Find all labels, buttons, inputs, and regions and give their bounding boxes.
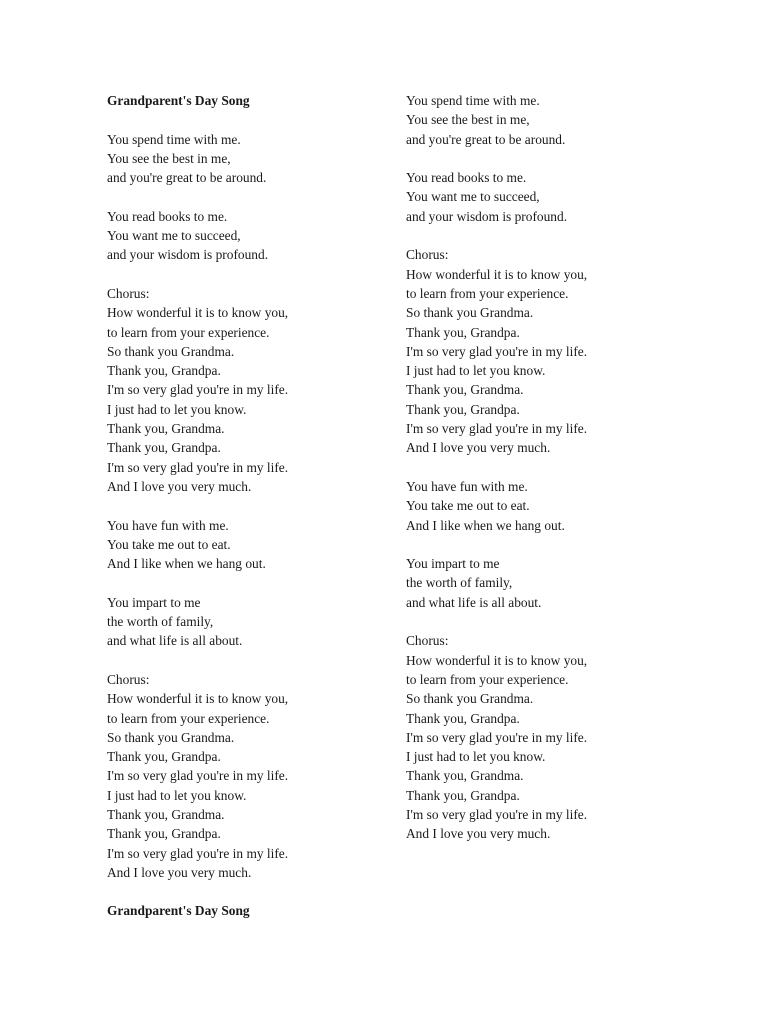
lyric-line: You take me out to eat. <box>406 498 530 514</box>
lyric-line: Thank you, Grandpa. <box>406 324 520 340</box>
lyric-line: I just had to let you know. <box>107 787 247 803</box>
lyric-line: So thank you Grandma. <box>406 305 534 321</box>
right-column <box>406 91 587 844</box>
lyric-line: And I love you very much. <box>107 864 252 880</box>
lyric-line: Thank you, Grandma. <box>406 382 524 398</box>
lyric-line: the worth of family, <box>107 614 214 630</box>
lyric-line: to learn from your experience. <box>406 285 569 301</box>
stanza-gap <box>107 573 288 592</box>
lyric-line: and your wisdom is profound. <box>406 208 568 224</box>
lyric-line: I'm so very glad you're in my life. <box>406 729 588 745</box>
stanza-gap <box>107 882 288 901</box>
lyric-line: and you're great to be around. <box>107 170 267 186</box>
lyric-line: How wonderful it is to know you, <box>406 266 588 282</box>
lyric-line: I'm so very glad you're in my life. <box>107 382 289 398</box>
lyric-line: Thank you, Grandpa. <box>406 401 520 417</box>
lyric-line: I'm so very glad you're in my life. <box>107 459 289 475</box>
stanza-gap <box>107 651 288 670</box>
lyric-line: I'm so very glad you're in my life. <box>406 343 588 359</box>
stanza-gap <box>406 226 587 245</box>
lyric-line: You spend time with me. <box>107 131 241 147</box>
stanza-gap <box>406 149 587 168</box>
lyric-line: Thank you, Grandpa. <box>406 710 520 726</box>
lyric-line: So thank you Grandma. <box>406 691 534 707</box>
lyric-line: I'm so very glad you're in my life. <box>406 421 588 437</box>
lyric-line: to learn from your experience. <box>107 324 270 340</box>
lyric-line: the worth of family, <box>406 575 513 591</box>
lyric-line: to learn from your experience. <box>406 671 569 687</box>
lyric-line: Chorus: <box>406 633 449 649</box>
lyric-line: Chorus: <box>406 247 449 263</box>
lyric-line: Chorus: <box>107 285 150 301</box>
lyric-line: I'm so very glad you're in my life. <box>406 806 588 822</box>
lyric-line: You impart to me <box>406 556 500 572</box>
lyric-line: You have fun with me. <box>406 478 528 494</box>
lyric-line: And I love you very much. <box>406 440 551 456</box>
lyric-line: So thank you Grandma. <box>107 729 235 745</box>
stanza-gap <box>406 458 587 477</box>
lyric-line: You read books to me. <box>406 170 527 186</box>
lyric-line: Thank you, Grandpa. <box>406 787 520 803</box>
song-title: Grandparent's Day Song <box>107 93 250 108</box>
lyric-line: Thank you, Grandma. <box>107 806 225 822</box>
lyric-line: You take me out to eat. <box>107 536 231 552</box>
lyric-line: I'm so very glad you're in my life. <box>107 768 289 784</box>
lyric-line: Thank you, Grandma. <box>406 768 524 784</box>
lyric-line: You impart to me <box>107 594 201 610</box>
lyric-line: Thank you, Grandpa. <box>107 440 221 456</box>
song-title: Grandparent's Day Song <box>107 903 250 919</box>
lyric-line: I just had to let you know. <box>406 749 546 765</box>
lyric-line: How wonderful it is to know you, <box>107 691 289 707</box>
lyric-line: And I like when we hang out. <box>107 556 266 572</box>
stanza-gap <box>107 496 288 515</box>
lyric-line: I just had to let you know. <box>406 363 546 379</box>
stanza-gap <box>406 535 587 554</box>
lyric-line: and your wisdom is profound. <box>107 247 269 263</box>
lyric-line: Thank you, Grandma. <box>107 421 225 437</box>
left-column <box>107 91 288 921</box>
stanza-gap <box>107 110 288 129</box>
stanza-gap <box>107 187 288 206</box>
lyric-line: Thank you, Grandpa. <box>107 826 221 842</box>
lyric-line: You see the best in me, <box>406 112 530 128</box>
lyric-line: You want me to succeed, <box>406 189 540 205</box>
lyric-line: Thank you, Grandpa. <box>107 363 221 379</box>
lyric-line: You have fun with me. <box>107 517 229 533</box>
lyric-line: So thank you Grandma. <box>107 343 235 359</box>
stanza-gap <box>406 612 587 631</box>
lyric-line: and what life is all about. <box>406 594 542 610</box>
lyric-line: How wonderful it is to know you, <box>406 652 588 668</box>
lyric-line: And I like when we hang out. <box>406 517 565 533</box>
lyric-line: to learn from your experience. <box>107 710 270 726</box>
lyric-line: Thank you, Grandpa. <box>107 749 221 765</box>
lyric-line: You see the best in me, <box>107 150 231 166</box>
lyric-line: You spend time with me. <box>406 93 540 108</box>
stanza-gap <box>107 265 288 284</box>
lyric-line: and what life is all about. <box>107 633 243 649</box>
lyric-line: How wonderful it is to know you, <box>107 305 289 321</box>
lyric-line: Chorus: <box>107 671 150 687</box>
lyric-line: I just had to let you know. <box>107 401 247 417</box>
lyric-line: I'm so very glad you're in my life. <box>107 845 289 861</box>
lyric-line: And I love you very much. <box>107 478 252 494</box>
lyric-line: You want me to succeed, <box>107 228 241 244</box>
lyric-line: You read books to me. <box>107 208 228 224</box>
lyric-line: And I love you very much. <box>406 826 551 842</box>
lyric-line: and you're great to be around. <box>406 131 566 147</box>
